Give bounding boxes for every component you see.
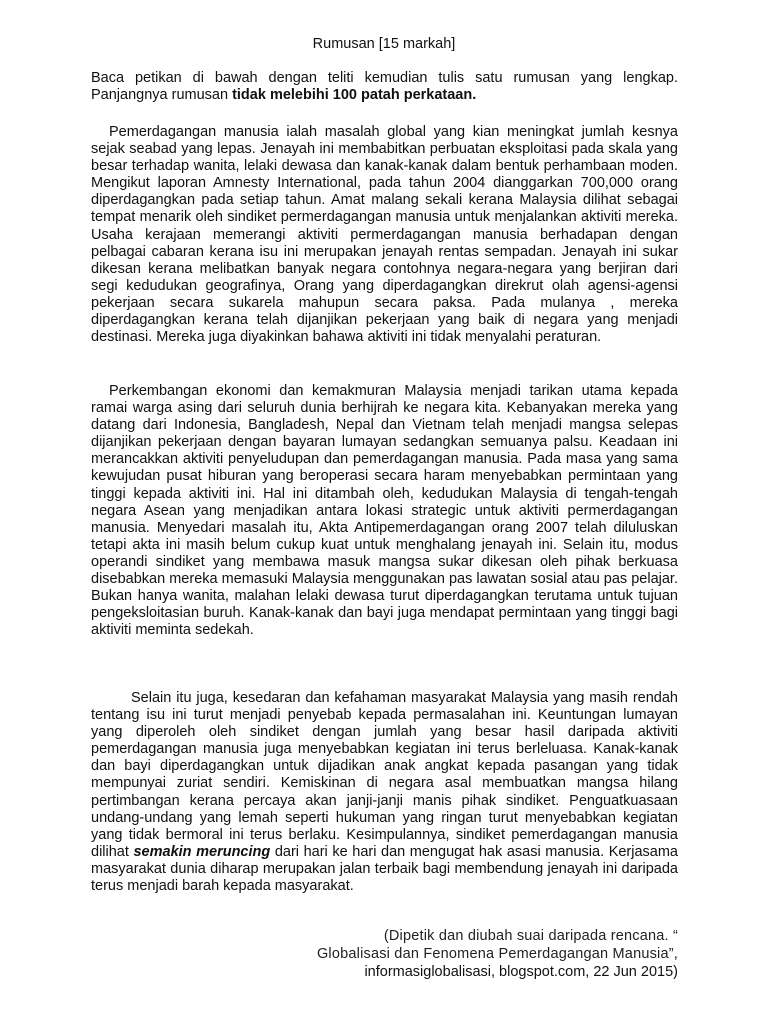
page-title: Rumusan [15 markah] <box>312 36 456 52</box>
passage-paragraph-3 <box>91 690 678 895</box>
citation-line-3: informasiglobalisasi, blogspot.com, 22 Jun 2015) <box>364 964 678 980</box>
source-citation <box>258 927 678 981</box>
paragraph-3-emphasis: semakin meruncing <box>133 843 271 860</box>
passage-paragraph-1: Pemerdagangan manusia ialah masalah global yang kian meningkat jumlah kesnya sejak seabad yang lepas. Jenayah ini membabitkan perbuatan eksploitasi pada skala yang besar terhadap wanita, lelaki dewasa dan kanak-kanak dalam bentuk perhambaan moden. Mengikut laporan Amnesty International, pada tahun 2004 dianggarkan 700,000 orang diperdagangkan pada setiap tahun. Amat malang sekali kerana Malaysia dilihat sebagai tempat menarik oleh sindiket permerdagangan manusia untuk menjalankan aktiviti mereka. Usaha kerajaan memerangi aktiviti permerdagangan manusia berhadapan dengan pelbagai cabaran kerana isu ini merupakan jenayah rentas sempadan. Jenayah ini sukar dikesan kerana melibatkan banyak negara contohnya negara-negara yang berjiran dari segi kedudukan geografinya, Orang yang diperdagangkan direkrut olah agensi-agensi pekerjaan secara sukarela mahupun secara paksa. Pada mulanya , mereka diperdagangkan kerana telah dijanjikan pekerjaan yang baik di negara yang menjadi destinasi. Mereka juga diyakinkan bahawa aktiviti ini tidak menyalahi peraturan. <box>91 124 678 346</box>
instruction-text: Baca petikan di bawah dengan teliti kemudian tulis satu rumusan yang lengkap. Panjangnya rumusan <box>91 70 678 104</box>
passage-paragraph-2: Perkembangan ekonomi dan kemakmuran Malaysia menjadi tarikan utama kepada ramai warga asing dari seluruh dunia berhijrah ke negara kita. Kebanyakan mereka yang datang dari Indonesia, Bangladesh, Nepal dan Vietnam telah menjadi mangsa selepas dijanjikan pekerjaan dengan bayaran lumayan sedangkan semuanya palsu. Keadaan ini merancakkan aktiviti penyeludupan dan pemerdagangan manusia. Pada masa yang sama kewujudan pusat hiburan yang beroperasi secara haram menyebabkan permintaan yang tinggi kepada aktiviti ini. Hal ini ditambah oleh, kedudukan Malaysia di tengah-tengah negara Asean yang menjadikan antara lokasi strategic untuk aktiviti permerdagangan manusia. Menyedari masalah itu, Akta Antipemerdagangan orang 2007 telah diluluskan tetapi akta ini masih belum cukup kuat untuk menghalang jenayah ini. Selain itu, modus operandi sindiket yang membawa masuk mangsa sukar dikesan oleh pihak berkuasa disebabkan mereka memasuki Malaysia menggunakan pas lawatan sosial atau pas pelajar. Bukan hanya wanita, malahan lelaki dewasa turut diperdagangkan terutama untuk tujuan pengeksloitasian buruh. Kanak-kanak dan bayi juga mendapat permintaan yang tinggi bagi aktiviti meminta sedekah. <box>91 383 678 639</box>
paragraph-3-text-after: dari hari ke hari dan mengugat hak asasi manusia. Kerjasama masyarakat dunia diharap merupakan jalan terbaik bagi membendung jenayah ini daripada terus menjadi barah kepada masyarakat. <box>91 843 678 895</box>
citation-line-2: Globalisasi dan Fenomena Pemerdagangan Manusia”, <box>316 946 678 962</box>
citation-line-1: (Dipetik dan diubah suai daripada rencana. “ <box>383 928 678 944</box>
word-limit-emphasis: tidak melebihi 100 patah perkataan. <box>232 87 477 104</box>
instruction-paragraph <box>91 70 678 104</box>
paragraph-3-text-before: Selain itu juga, kesedaran dan kefahaman masyarakat Malaysia yang masih rendah tentang isu ini turut menjadi penyebab kepada permasalahan ini. Keuntungan lumayan yang diperoleh oleh sindiket dengan jumlah yang besar hasil daripada aktiviti pemerdagangan manusia juga menyebabkan kegiatan ini terus berleluasa. Kanak-kanak dan bayi diperdagangkan untuk dijadikan anak angkat kepada pasangan yang tidak mempunyai zuriat sendiri. Kemiskinan di negara asal membuatkan mangsa hilang pertimbangan kerana percaya akan janji-janji manis pihak sindiket. Penguatkuasaan undang-undang yang lemah seperti hukuman yang ringan turut menyebabkan kegiatan yang tidak bermoral ini terus berlaku. Kesimpulannya, sindiket pemerdagangan manusia dilihat <box>91 690 678 860</box>
